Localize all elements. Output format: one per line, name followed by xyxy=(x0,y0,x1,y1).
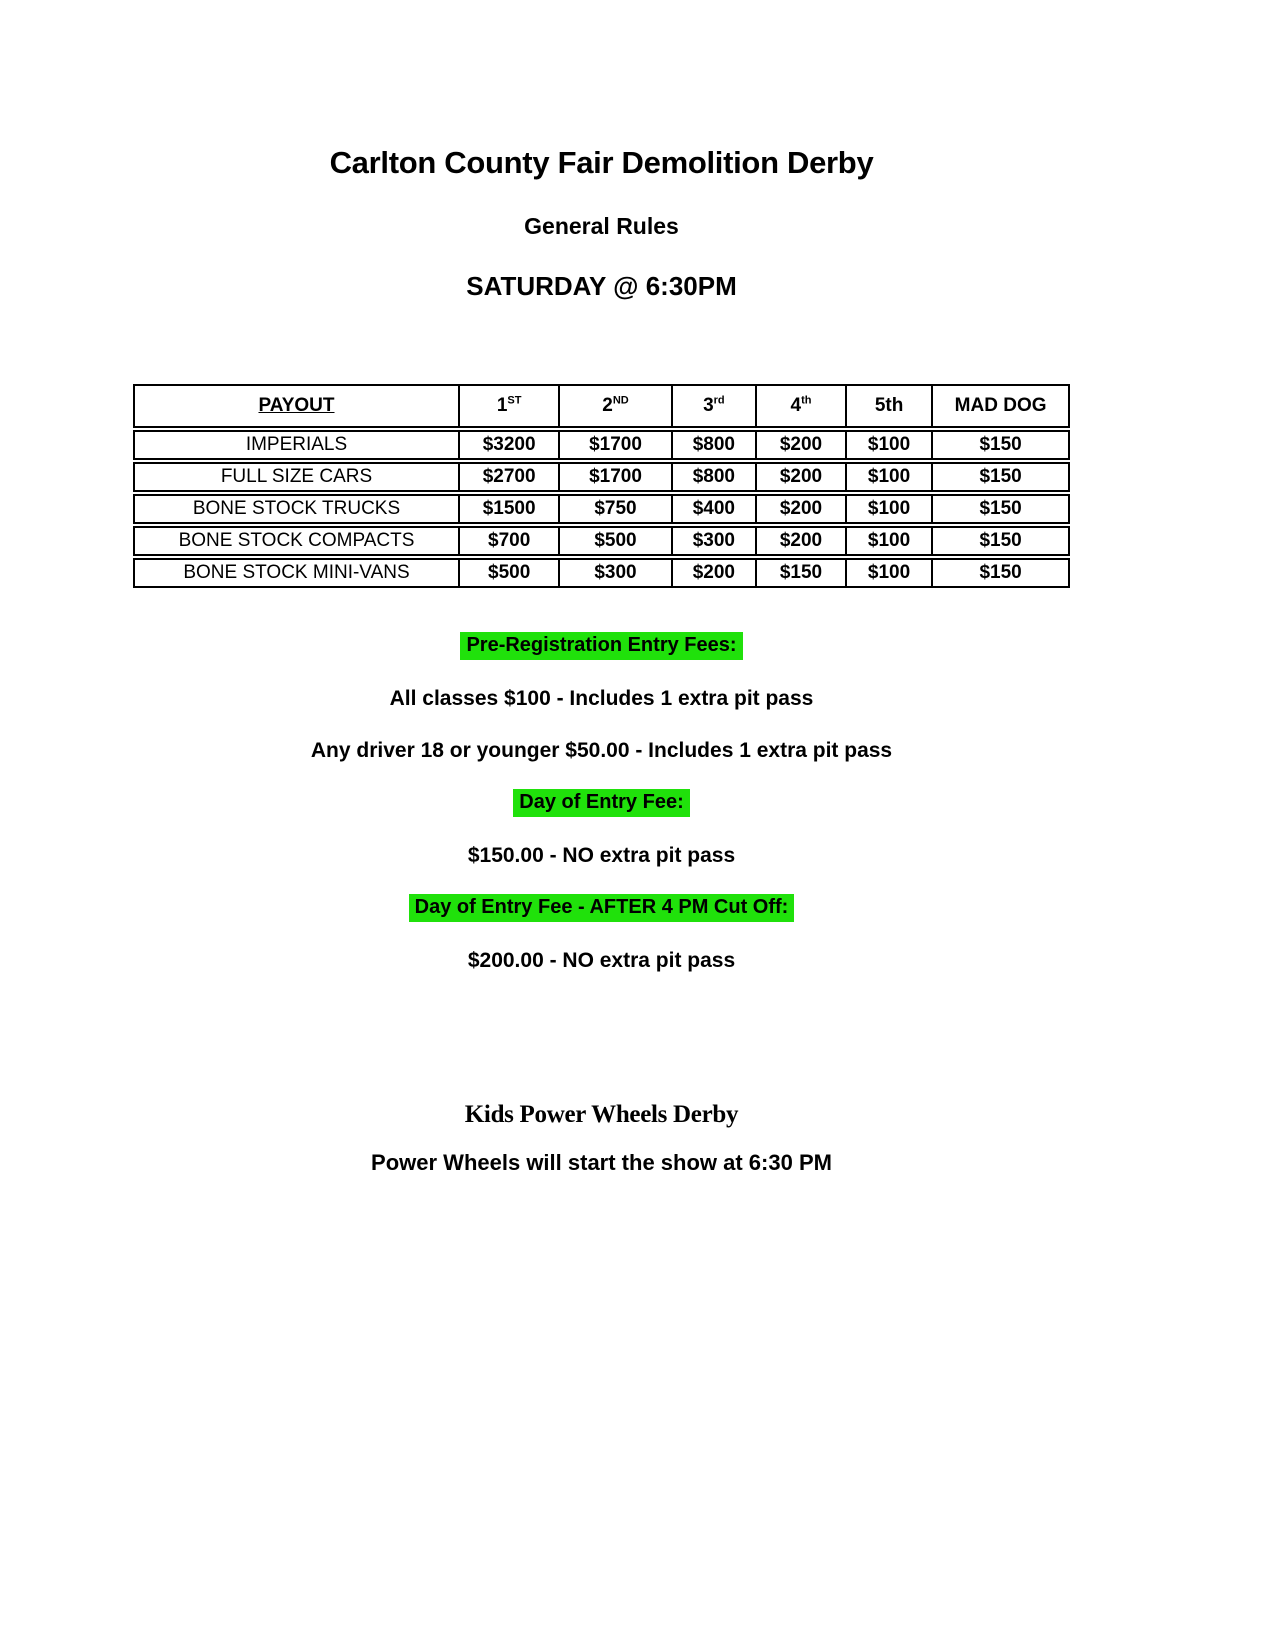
event-schedule: SATURDAY @ 6:30PM xyxy=(466,271,737,301)
header-5th: 5th xyxy=(847,384,933,428)
payout-cell: $1700 xyxy=(560,430,672,460)
header-payout xyxy=(133,384,460,428)
payout-cell: $1700 xyxy=(560,462,672,492)
payout-cell: $100 xyxy=(847,430,933,460)
class-name-cell: FULL SIZE CARS xyxy=(133,462,460,492)
payout-cell: $150 xyxy=(757,558,847,588)
day-of-entry-heading-wrap xyxy=(133,789,1070,818)
pre-registration-line1: All classes $100 - Includes 1 extra pit pass xyxy=(389,687,814,710)
header-payout-label: PAYOUT xyxy=(258,395,335,416)
header-1st: 1ST xyxy=(460,384,560,428)
payout-cell: $500 xyxy=(560,526,672,556)
table-header-row xyxy=(133,384,1070,428)
document-content xyxy=(133,0,1070,1177)
pre-registration-line2: Any driver 18 or younger $50.00 - Includes 1 extra pit pass xyxy=(310,739,893,762)
kids-power-wheels-line: Power Wheels will start the show at 6:30 PM xyxy=(371,1150,832,1175)
day-of-entry-line: $150.00 - NO extra pit pass xyxy=(467,844,736,867)
payout-cell: $200 xyxy=(757,430,847,460)
payout-cell: $150 xyxy=(933,430,1070,460)
table-row xyxy=(133,430,1070,460)
payout-cell: $100 xyxy=(847,526,933,556)
page-subtitle: General Rules xyxy=(524,213,679,239)
table-row xyxy=(133,462,1070,492)
pre-registration-heading-wrap xyxy=(133,632,1070,661)
page-title: Carlton County Fair Demolition Derby xyxy=(329,145,874,180)
payout-cell: $150 xyxy=(933,462,1070,492)
payout-cell: $150 xyxy=(933,526,1070,556)
payout-cell: $750 xyxy=(560,494,672,524)
payout-cell: $200 xyxy=(673,558,757,588)
table-row xyxy=(133,558,1070,588)
payout-cell: $1500 xyxy=(460,494,560,524)
payout-cell: $200 xyxy=(757,494,847,524)
kids-power-wheels-heading: Kids Power Wheels Derby xyxy=(464,1101,739,1128)
day-of-entry-heading: Day of Entry Fee: xyxy=(513,789,689,817)
payout-cell: $100 xyxy=(847,462,933,492)
day-of-entry-after-heading-wrap xyxy=(133,894,1070,923)
payout-table xyxy=(133,382,1070,590)
payout-cell: $800 xyxy=(673,462,757,492)
class-name-cell: BONE STOCK TRUCKS xyxy=(133,494,460,524)
payout-cell: $800 xyxy=(673,430,757,460)
day-of-entry-after-heading: Day of Entry Fee - AFTER 4 PM Cut Off: xyxy=(409,894,795,922)
pre-registration-heading: Pre-Registration Entry Fees: xyxy=(460,632,742,660)
header-3rd: 3rd xyxy=(673,384,757,428)
payout-cell: $100 xyxy=(847,494,933,524)
payout-cell: $150 xyxy=(933,494,1070,524)
payout-cell: $2700 xyxy=(460,462,560,492)
class-name-cell: BONE STOCK MINI-VANS xyxy=(133,558,460,588)
payout-cell: $100 xyxy=(847,558,933,588)
payout-cell: $400 xyxy=(673,494,757,524)
payout-cell: $150 xyxy=(933,558,1070,588)
payout-cell: $700 xyxy=(460,526,560,556)
header-mad-dog: MAD DOG xyxy=(933,384,1070,428)
payout-cell: $200 xyxy=(757,462,847,492)
table-row xyxy=(133,494,1070,524)
payout-cell: $3200 xyxy=(460,430,560,460)
class-name-cell: IMPERIALS xyxy=(133,430,460,460)
header-4th: 4th xyxy=(757,384,847,428)
day-of-entry-after-line: $200.00 - NO extra pit pass xyxy=(467,949,736,972)
payout-cell: $500 xyxy=(460,558,560,588)
table-row xyxy=(133,526,1070,556)
payout-cell: $200 xyxy=(757,526,847,556)
payout-cell: $300 xyxy=(673,526,757,556)
payout-cell: $300 xyxy=(560,558,672,588)
header-2nd: 2ND xyxy=(560,384,672,428)
class-name-cell: BONE STOCK COMPACTS xyxy=(133,526,460,556)
